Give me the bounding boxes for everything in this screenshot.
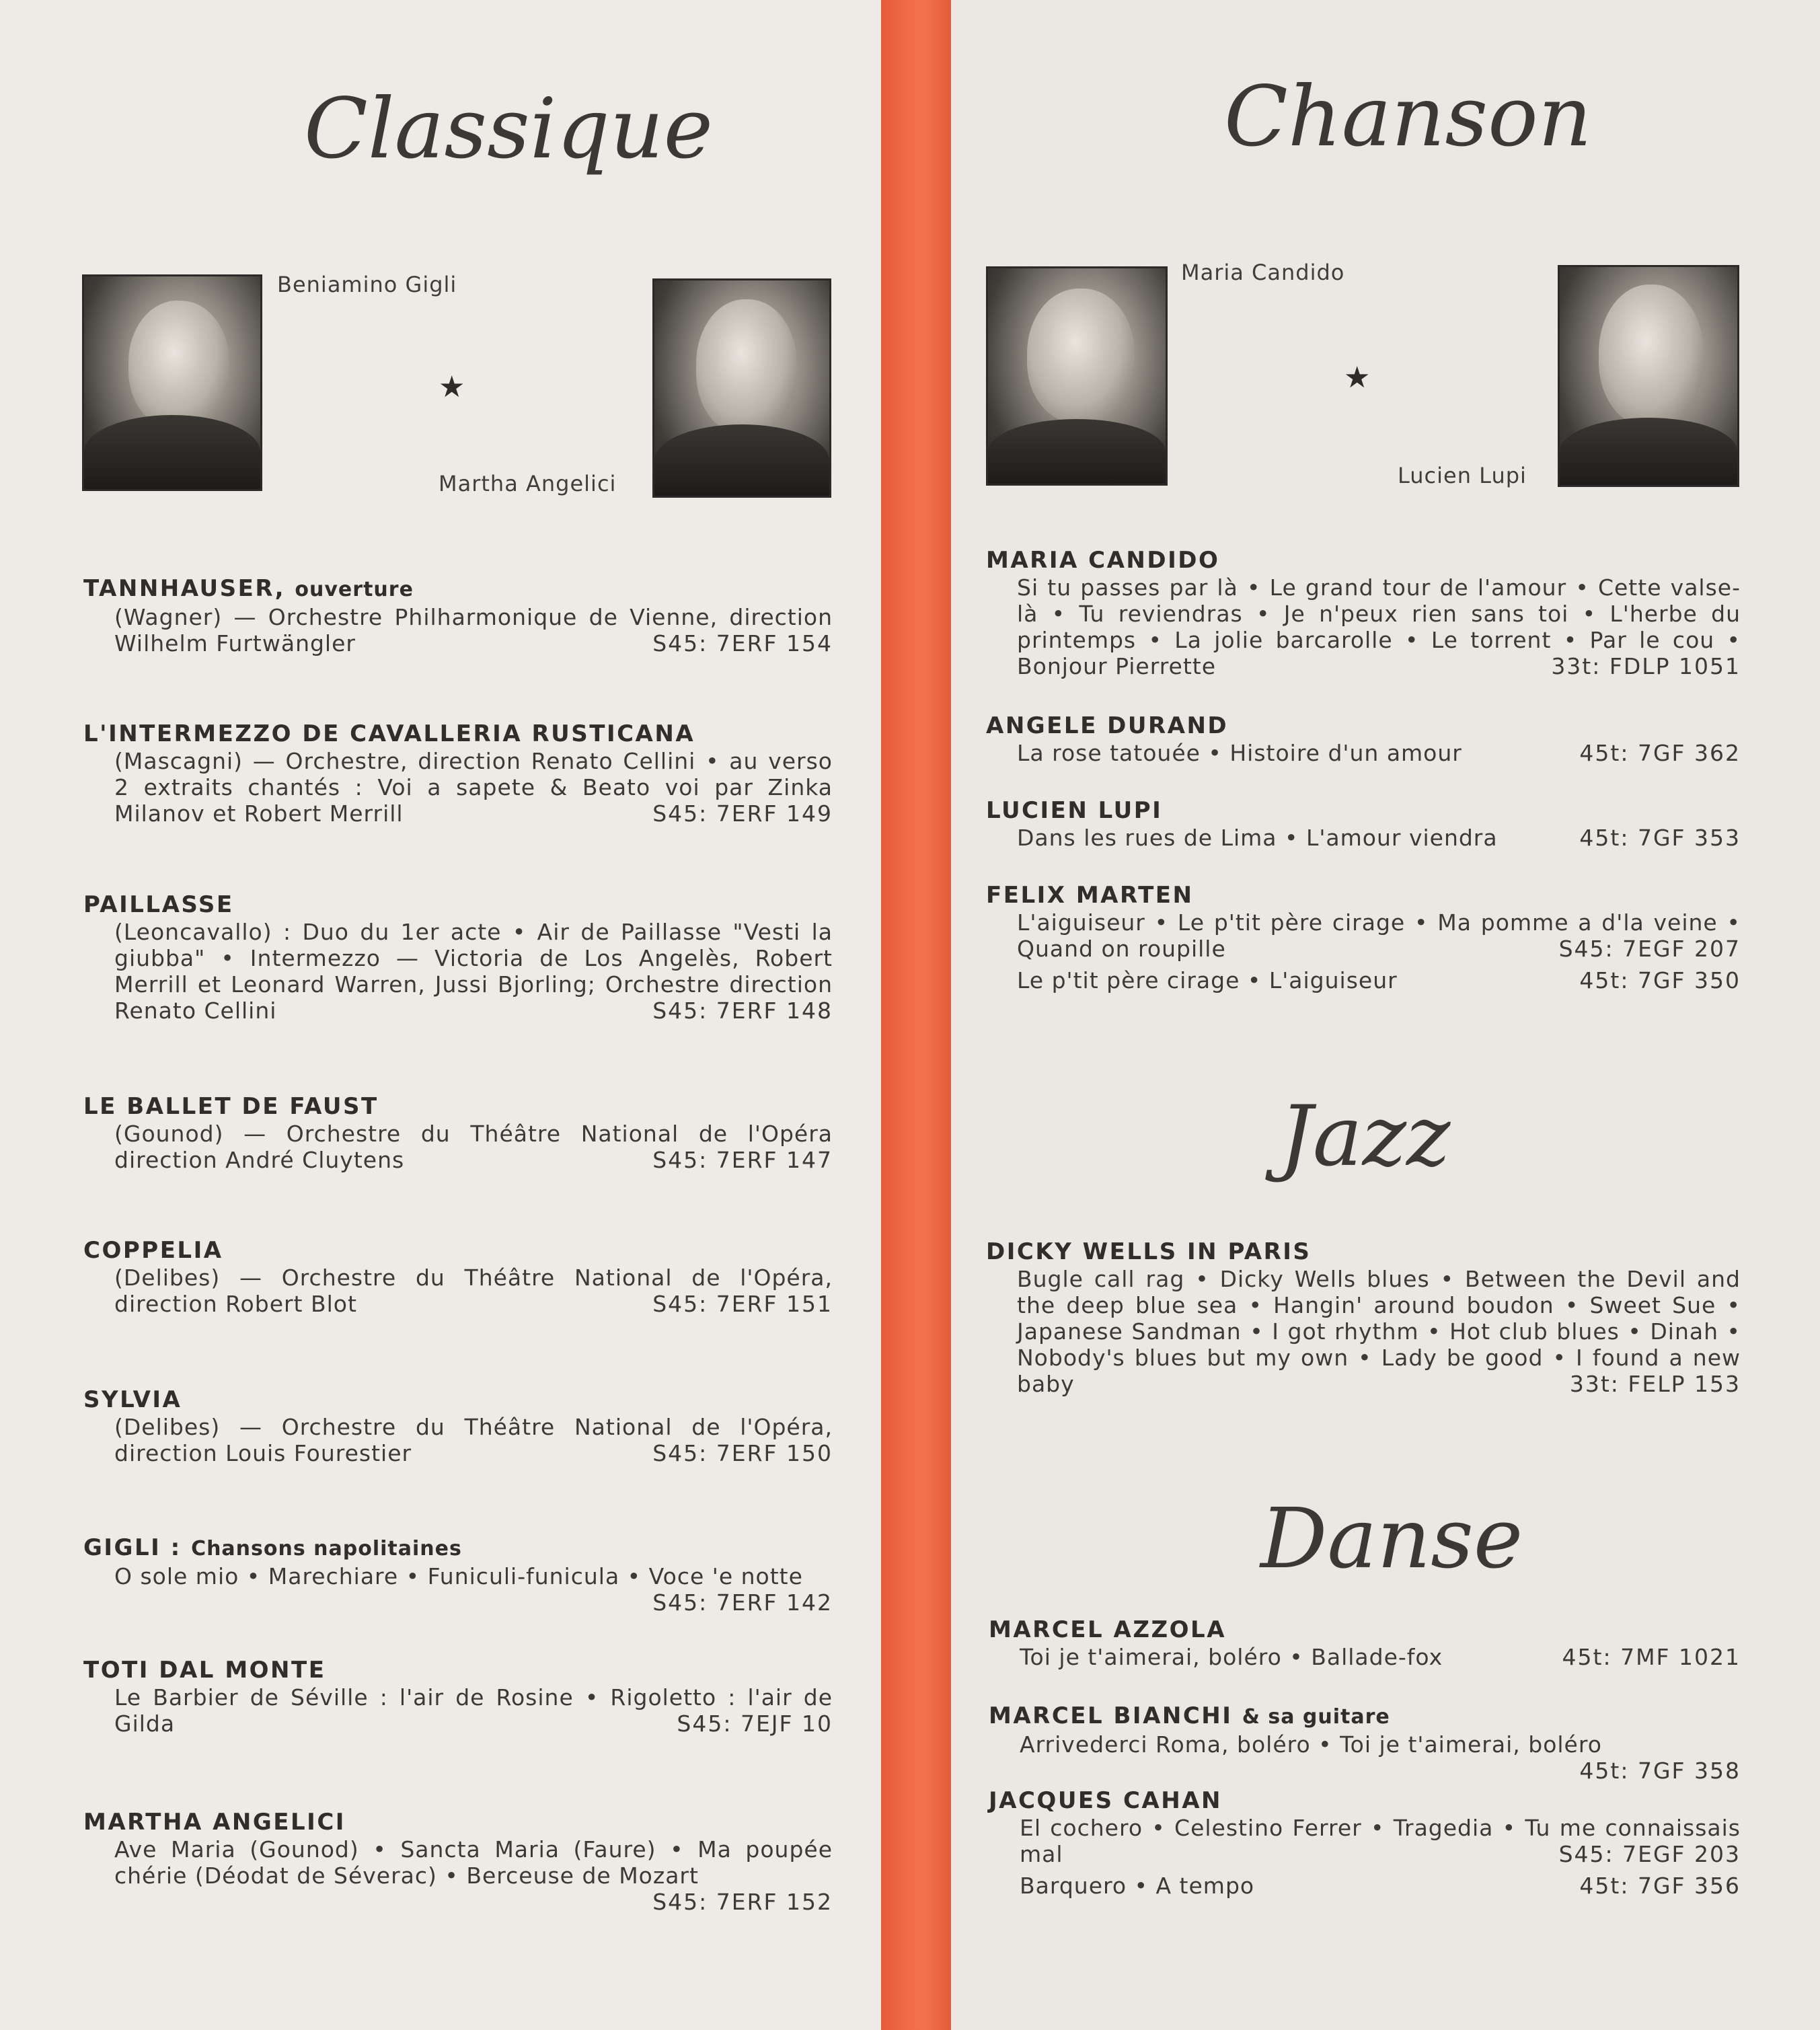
right-page bbox=[951, 0, 1820, 2030]
entry-dicky-wells: DICKY WELLS IN PARIS Bugle call rag • Dicky Wells blues • Between the Devil and the deep blue sea • Hangin' around boudon • Sweet Sue • Japanese Sandman • I got rhythm • Hot club blues • Dinah • Nobody's blues but my own • Lady be good • I found a new baby 33t: FELP 153 bbox=[986, 1238, 1741, 1397]
photo-lucien-lupi bbox=[1558, 265, 1739, 487]
caption-beniamino-gigli: Beniamino Gigli bbox=[277, 272, 457, 297]
catalog-code: S45: 7EGF 207 bbox=[1558, 936, 1741, 962]
catalog-code: 45t: 7GF 358 bbox=[1579, 1758, 1741, 1784]
photo-beniamino-gigli bbox=[82, 274, 262, 491]
entry-marcel-bianchi: MARCEL BIANCHI & sa guitare Arrivederci Roma, boléro • Toi je t'aimerai, boléro 45t: 7GF 358 bbox=[989, 1702, 1741, 1784]
left-page bbox=[0, 0, 881, 2030]
photo-maria-candido bbox=[986, 266, 1168, 486]
catalog-code: S45: 7EGF 203 bbox=[1558, 1841, 1741, 1867]
entry-lucien-lupi: LUCIEN LUPI Dans les rues de Lima • L'amour viendra 45t: 7GF 353 bbox=[986, 797, 1741, 851]
heading-classique: Classique bbox=[304, 81, 714, 178]
catalog-code: S45: 7ERF 150 bbox=[652, 1440, 833, 1466]
catalog-code: S45: 7EJF 10 bbox=[677, 1711, 833, 1737]
catalog-code: S45: 7ERF 149 bbox=[652, 800, 833, 827]
catalog-code: S45: 7ERF 142 bbox=[652, 1589, 833, 1616]
entry-toti-dal-monte: TOTI DAL MONTE Le Barbier de Séville : l'air de Rosine • Rigoletto : l'air de Gilda S45: 7EJF 10 bbox=[83, 1657, 833, 1737]
heading-jazz: Jazz bbox=[1279, 1088, 1451, 1185]
catalog-code: 45t: 7MF 1021 bbox=[1562, 1644, 1741, 1670]
star-divider: ★ bbox=[1344, 361, 1371, 395]
entry-cavalleria-rusticana: L'INTERMEZZO DE CAVALLERIA RUSTICANA (Mascagni) — Orchestre, direction Renato Cellini • au verso 2 extraits chantés : Voi a sapete & Beato voi par Zinka Milanov et Robert Merrill S45: 7ERF 149 bbox=[83, 720, 833, 827]
heading-chanson: Chanson bbox=[1224, 69, 1592, 165]
catalog-code: 45t: 7GF 362 bbox=[1579, 740, 1741, 766]
catalog-code: S45: 7ERF 151 bbox=[652, 1291, 833, 1317]
orange-spine bbox=[881, 0, 951, 2030]
caption-lucien-lupi: Lucien Lupi bbox=[1398, 463, 1527, 488]
catalog-code: S45: 7ERF 147 bbox=[652, 1147, 833, 1173]
catalog-code: 45t: 7GF 353 bbox=[1579, 825, 1741, 851]
entry-maria-candido: MARIA CANDIDO Si tu passes par là • Le grand tour de l'amour • Cette valse-là • Tu reviendras • Je n'peux rien sans toi • L'herbe du printemps • La jolie barcarolle • Le torrent • Par le cou • Bonjour Pierrette 33t: FDLP 1051 bbox=[986, 547, 1741, 679]
entry-angele-durand: ANGELE DURAND La rose tatouée • Histoire d'un amour 45t: 7GF 362 bbox=[986, 712, 1741, 766]
entry-felix-marten: FELIX MARTEN L'aiguiseur • Le p'tit père cirage • Ma pomme a d'la veine • Quand on roupille S45: 7EGF 207 Le p'tit père cirage • L'aiguiseur 45t: 7GF 350 bbox=[986, 882, 1741, 993]
entry-gigli-chansons: GIGLI : Chansons napolitaines O sole mio • Marechiare • Funiculi-funicula • Voce 'e notte S45: 7ERF 142 bbox=[83, 1534, 833, 1616]
entry-coppelia: COPPELIA (Delibes) — Orchestre du Théâtre National de l'Opéra, direction Robert Blot S45: 7ERF 151 bbox=[83, 1237, 833, 1317]
catalog-code: S45: 7ERF 154 bbox=[652, 630, 833, 656]
entry-tannhauser: TANNHAUSER, ouverture (Wagner) — Orchestre Philharmonique de Vienne, direction Wilhelm Furtwängler S45: 7ERF 154 bbox=[83, 575, 833, 656]
entry-martha-angelici: MARTHA ANGELICI Ave Maria (Gounod) • Sancta Maria (Faure) • Ma poupée chérie (Déodat de Séverac) • Berceuse de Mozart S45: 7ERF 152 bbox=[83, 1809, 833, 1915]
entry-sylvia: SYLVIA (Delibes) — Orchestre du Théâtre National de l'Opéra, direction Louis Fourestier S45: 7ERF 150 bbox=[83, 1386, 833, 1466]
entry-paillasse: PAILLASSE (Leoncavallo) : Duo du 1er acte • Air de Paillasse "Vesti la giubba" • Intermezzo — Victoria de Los Angelès, Robert Merrill et Leonard Warren, Jussi Bjorling; Orchestre direction Renato Cellini S45: 7ERF 148 bbox=[83, 891, 833, 1024]
catalog-code: S45: 7ERF 152 bbox=[652, 1889, 833, 1915]
catalog-code: 33t: FDLP 1051 bbox=[1551, 653, 1741, 679]
catalog-code: S45: 7ERF 148 bbox=[652, 998, 833, 1024]
photo-martha-angelici bbox=[652, 278, 831, 498]
entry-marcel-azzola: MARCEL AZZOLA Toi je t'aimerai, boléro • Ballade-fox 45t: 7MF 1021 bbox=[989, 1616, 1741, 1670]
caption-maria-candido: Maria Candido bbox=[1181, 260, 1345, 285]
heading-danse: Danse bbox=[1260, 1491, 1523, 1587]
star-divider: ★ bbox=[439, 370, 465, 404]
entry-jacques-cahan: JACQUES CAHAN El cochero • Celestino Ferrer • Tragedia • Tu me connaissais mal S45: 7EGF 203 Barquero • A tempo 45t: 7GF 356 bbox=[989, 1787, 1741, 1899]
catalog-code: 45t: 7GF 356 bbox=[1579, 1873, 1741, 1899]
catalog-code: 33t: FELP 153 bbox=[1569, 1371, 1741, 1397]
caption-martha-angelici: Martha Angelici bbox=[439, 471, 617, 496]
entry-ballet-de-faust: LE BALLET DE FAUST (Gounod) — Orchestre du Théâtre National de l'Opéra direction André Cluytens S45: 7ERF 147 bbox=[83, 1093, 833, 1173]
catalog-code: 45t: 7GF 350 bbox=[1579, 967, 1741, 993]
